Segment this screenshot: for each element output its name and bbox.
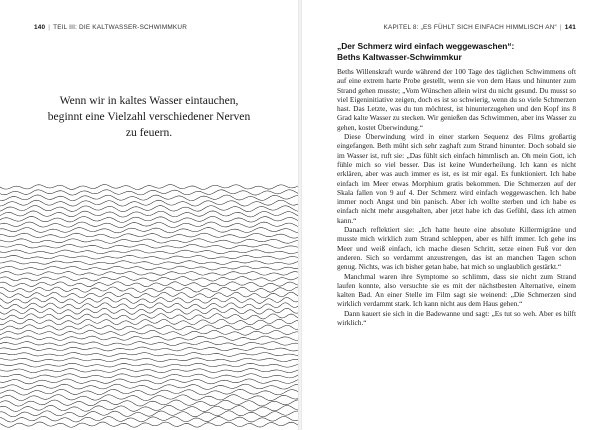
wave-line — [0, 353, 298, 357]
wave-line — [0, 287, 298, 292]
wave-line — [0, 195, 298, 201]
wave-line — [0, 336, 298, 340]
wave-line — [0, 363, 298, 367]
wave-line — [0, 314, 298, 320]
wave-line — [0, 400, 298, 406]
section-heading — [337, 41, 587, 63]
left-page — [0, 0, 298, 430]
wave-line — [0, 239, 298, 244]
wave-line — [0, 266, 298, 270]
wave-line — [0, 190, 298, 195]
wave-line — [0, 319, 298, 325]
wave-line — [0, 206, 298, 212]
wave-line — [0, 379, 298, 384]
wave-pattern-illustration — [0, 184, 298, 430]
paragraph: Diese Überwindung wird in einer starken Sequenz des Films großartig eingefangen. Beth müht sich sehr zaghaft zum Strand hinunter. Doch sobald sie im Wasser ist, ruft sie: „Das fühlt sich einfach himmlisch an. Oh mein Gott, ich fühle mich so viel besser. Das ist keine Wunderheilung. Ich kann es nicht erklären, aber was auch immer es ist, es ist mir egal. Es funktioniert. Ich habe einfach im Meer etwas Morphium gratis bekommen. Die Schmerzen auf der Skala fallen von 9 auf 4. Der Schmerz wird einfach weggewaschen. Ich habe immer noch Angst und bin panisch. Aber ich wollte sterben und ich habe es einfach nicht mehr ausgehalten, aber jetzt habe ich das Gefühl, dass ich atmen kann.“ — [337, 132, 576, 225]
wave-line — [0, 411, 298, 417]
pull-quote-line: beginnt eine Vielzahl verschiedener Nerven — [47, 110, 251, 123]
wave-line — [0, 416, 298, 422]
section-heading-line: „Der Schmerz wird einfach weggewaschen“: — [337, 41, 515, 51]
wave-line — [0, 308, 298, 314]
wave-line — [0, 358, 298, 362]
running-head-separator: | — [559, 24, 562, 31]
wave-line — [0, 325, 298, 330]
wave-line — [0, 384, 298, 389]
wave-line — [0, 277, 298, 282]
left-page-number: 140 — [34, 24, 46, 31]
wave-line — [0, 200, 298, 206]
wave-line — [0, 330, 298, 335]
wave-line — [0, 228, 298, 233]
paragraph: Dann kauert sie sich in die Badewanne und sagt: „Es tut so weh. Aber es hilft wirklich.“ — [337, 308, 576, 328]
wave-line — [0, 368, 298, 372]
wave-line — [0, 282, 298, 287]
pull-quote-line: zu feuern. — [125, 126, 173, 139]
wave-line — [0, 255, 298, 259]
running-head-separator: | — [48, 24, 51, 31]
right-page-number: 141 — [564, 24, 576, 31]
section-heading-line: Beths Kaltwasser-Schwimmkur — [337, 51, 462, 62]
right-running-head — [384, 24, 576, 31]
wave-line — [0, 374, 298, 379]
wave-line — [0, 185, 298, 190]
wave-line — [0, 272, 298, 276]
left-running-head-text: TEIL III: DIE KALTWASSER-SCHWIMMKUR — [53, 24, 188, 31]
wave-line — [0, 292, 298, 298]
right-page — [302, 0, 600, 430]
body-text — [337, 67, 576, 327]
paragraph: Danach reflektiert sie: „Ich hatte heute eine absolute Killermigräne und musste mich wirklich zum Strand schleppen, aber es hilft immer. Ich gehe ins Meer und weiß einfach, ich mache diesen Schritt, setze einen Fuß vor den anderen. Sich so verdammt anzustrengen, das ist an manchen Tagen schon genug. Nichts, was ich bisher getan habe, hat mich so unglaublich gestärkt.“ — [337, 225, 576, 272]
wave-line — [0, 405, 298, 411]
wave-line — [0, 216, 298, 222]
wave-line — [0, 395, 298, 401]
left-running-head — [34, 24, 187, 31]
wave-line — [0, 347, 298, 351]
right-running-head-text: KAPITEL 8: „ES FÜHLT SICH EINFACH HIMMLISCH AN“ — [383, 24, 557, 31]
wave-line — [0, 211, 298, 217]
wave-line — [0, 422, 298, 427]
paragraph: Beths Willenskraft wurde während der 100 Tage des täglichen Schwimmens oft auf eine extrem harte Probe gestellt, wenn sie von dem Haus und hinunter zum Strand gehen musste; „Vom Wünschen allein wirst du nicht gesund. Du musst so viel Eigeninitiative zeigen, doch es ist so schwierig, wenn du so viele Schmerzen hast. Das Letzte, was du tun möchtest, ist hinunterzugehen und den Kopf ins 8 Grad kalte Wasser zu stecken. Wir genießen das Schwimmen, aber ins Wasser zu gehen, kostet Überwindung.“ — [337, 67, 576, 132]
wave-line — [0, 389, 298, 395]
wave-line — [0, 244, 298, 248]
wave-line — [0, 297, 298, 303]
pull-quote-line: Wenn wir in kaltes Wasser eintauchen, — [59, 94, 239, 107]
wave-line — [0, 250, 298, 254]
paragraph: Manchmal waren ihre Symptome so schlimm, dass sie nicht zum Strand laufen konnte, also versuchte sie es mit der nächstbesten Alternative, einem kalten Bad. An einer Stelle im Film sagt sie weinend: „Die Schmerzen sind wirklich verdammt stark. Ich kann nicht aus dem Haus gehen.“ — [337, 271, 576, 309]
pull-quote — [34, 93, 264, 141]
wave-line — [0, 303, 298, 309]
wave-line — [0, 342, 298, 346]
wave-line — [0, 261, 298, 265]
wave-line — [0, 222, 298, 228]
wave-line — [0, 233, 298, 238]
